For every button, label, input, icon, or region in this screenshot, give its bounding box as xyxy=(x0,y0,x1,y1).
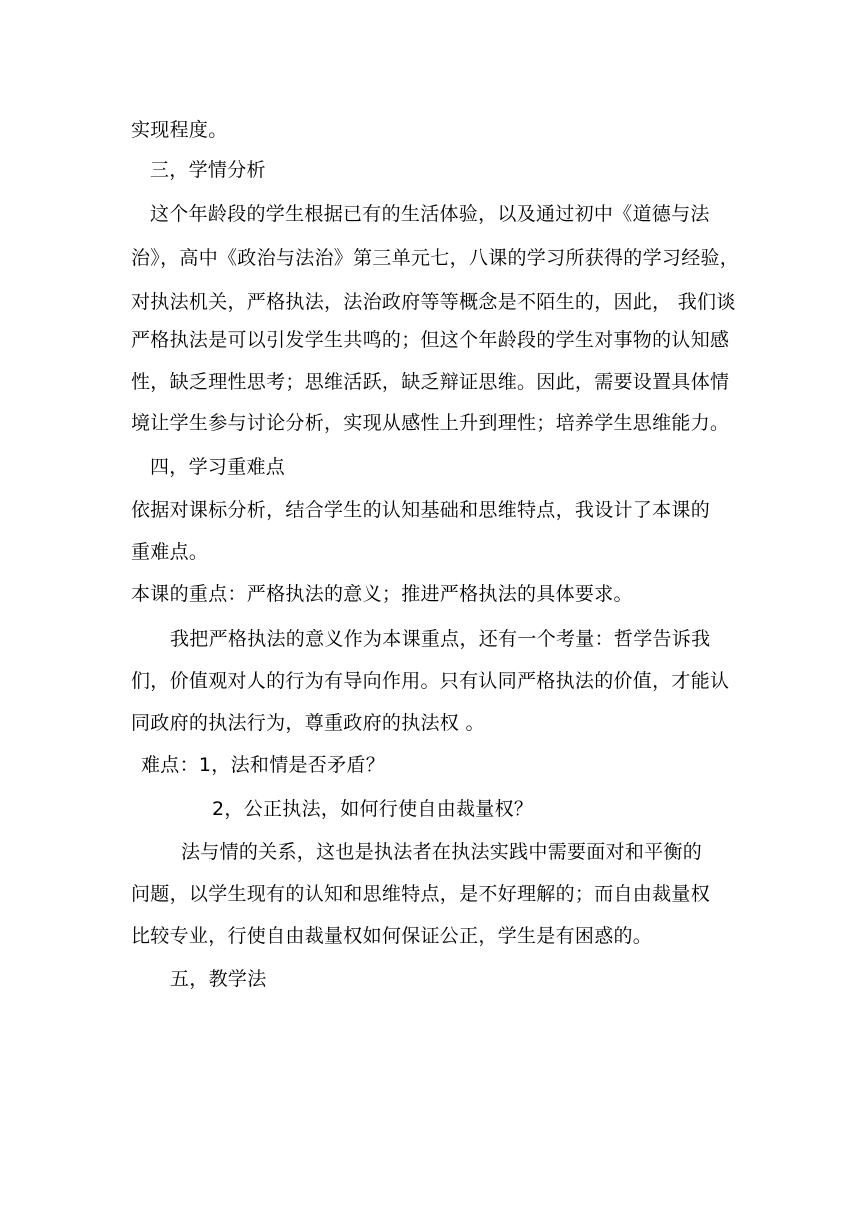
paragraph-line: 严格执法是可以引发学生共鸣的；但这个年龄段的学生对事物的认知感 xyxy=(131,329,730,351)
paragraph-line: 们，价值观对人的行为有导向作用。只有认同严格执法的价值，才能认 xyxy=(131,670,730,692)
paragraph-line: 比较专业，行使自由裁量权如何保证公正，学生是有困惑的。 xyxy=(131,925,653,947)
paragraph-line: 同政府的执法行为，尊重政府的执法权 。 xyxy=(131,712,485,734)
paragraph-line: 问题，以学生现有的认知和思维特点，是不好理解的；而自由裁量权 xyxy=(131,883,711,905)
paragraph-line: 2，公正执法，如何行使自由裁量权？ xyxy=(212,798,534,820)
paragraph-line: 难点：1，法和情是否矛盾？ xyxy=(141,754,385,776)
section-heading: 五，教学法 xyxy=(170,968,267,990)
paragraph-line: 本课的重点：严格执法的意义；推进严格执法的具体要求。 xyxy=(131,583,633,605)
section-heading: 四，学习重难点 xyxy=(150,456,286,478)
paragraph-line: 这个年龄段的学生根据已有的生活体验，以及通过初中《道德与法 xyxy=(150,203,710,225)
paragraph-line: 性，缺乏理性思考；思维活跃，缺乏辩证思维。因此，需要设置具体情 xyxy=(131,371,730,393)
paragraph-line: 实现程度。 xyxy=(131,119,228,141)
paragraph-line: 治》，高中《政治与法治》第三单元七，八课的学习所获得的学习经验， xyxy=(131,247,740,269)
paragraph-line: 对执法机关，严格执法，法治政府等等概念是不陌生的，因此， 我们谈 xyxy=(131,291,736,313)
paragraph-line: 境让学生参与讨论分析，实现从感性上升到理性；培养学生思维能力。 xyxy=(131,412,730,434)
paragraph-line: 重难点。 xyxy=(131,541,209,563)
paragraph-line: 我把严格执法的意义作为本课重点，还有一个考量：哲学告诉我 xyxy=(170,628,711,650)
section-heading: 三，学情分析 xyxy=(150,159,266,181)
paragraph-line: 依据对课标分析，结合学生的认知基础和思维特点，我设计了本课的 xyxy=(131,499,711,521)
paragraph-line: 法与情的关系，这也是执法者在执法实践中需要面对和平衡的 xyxy=(181,841,703,863)
